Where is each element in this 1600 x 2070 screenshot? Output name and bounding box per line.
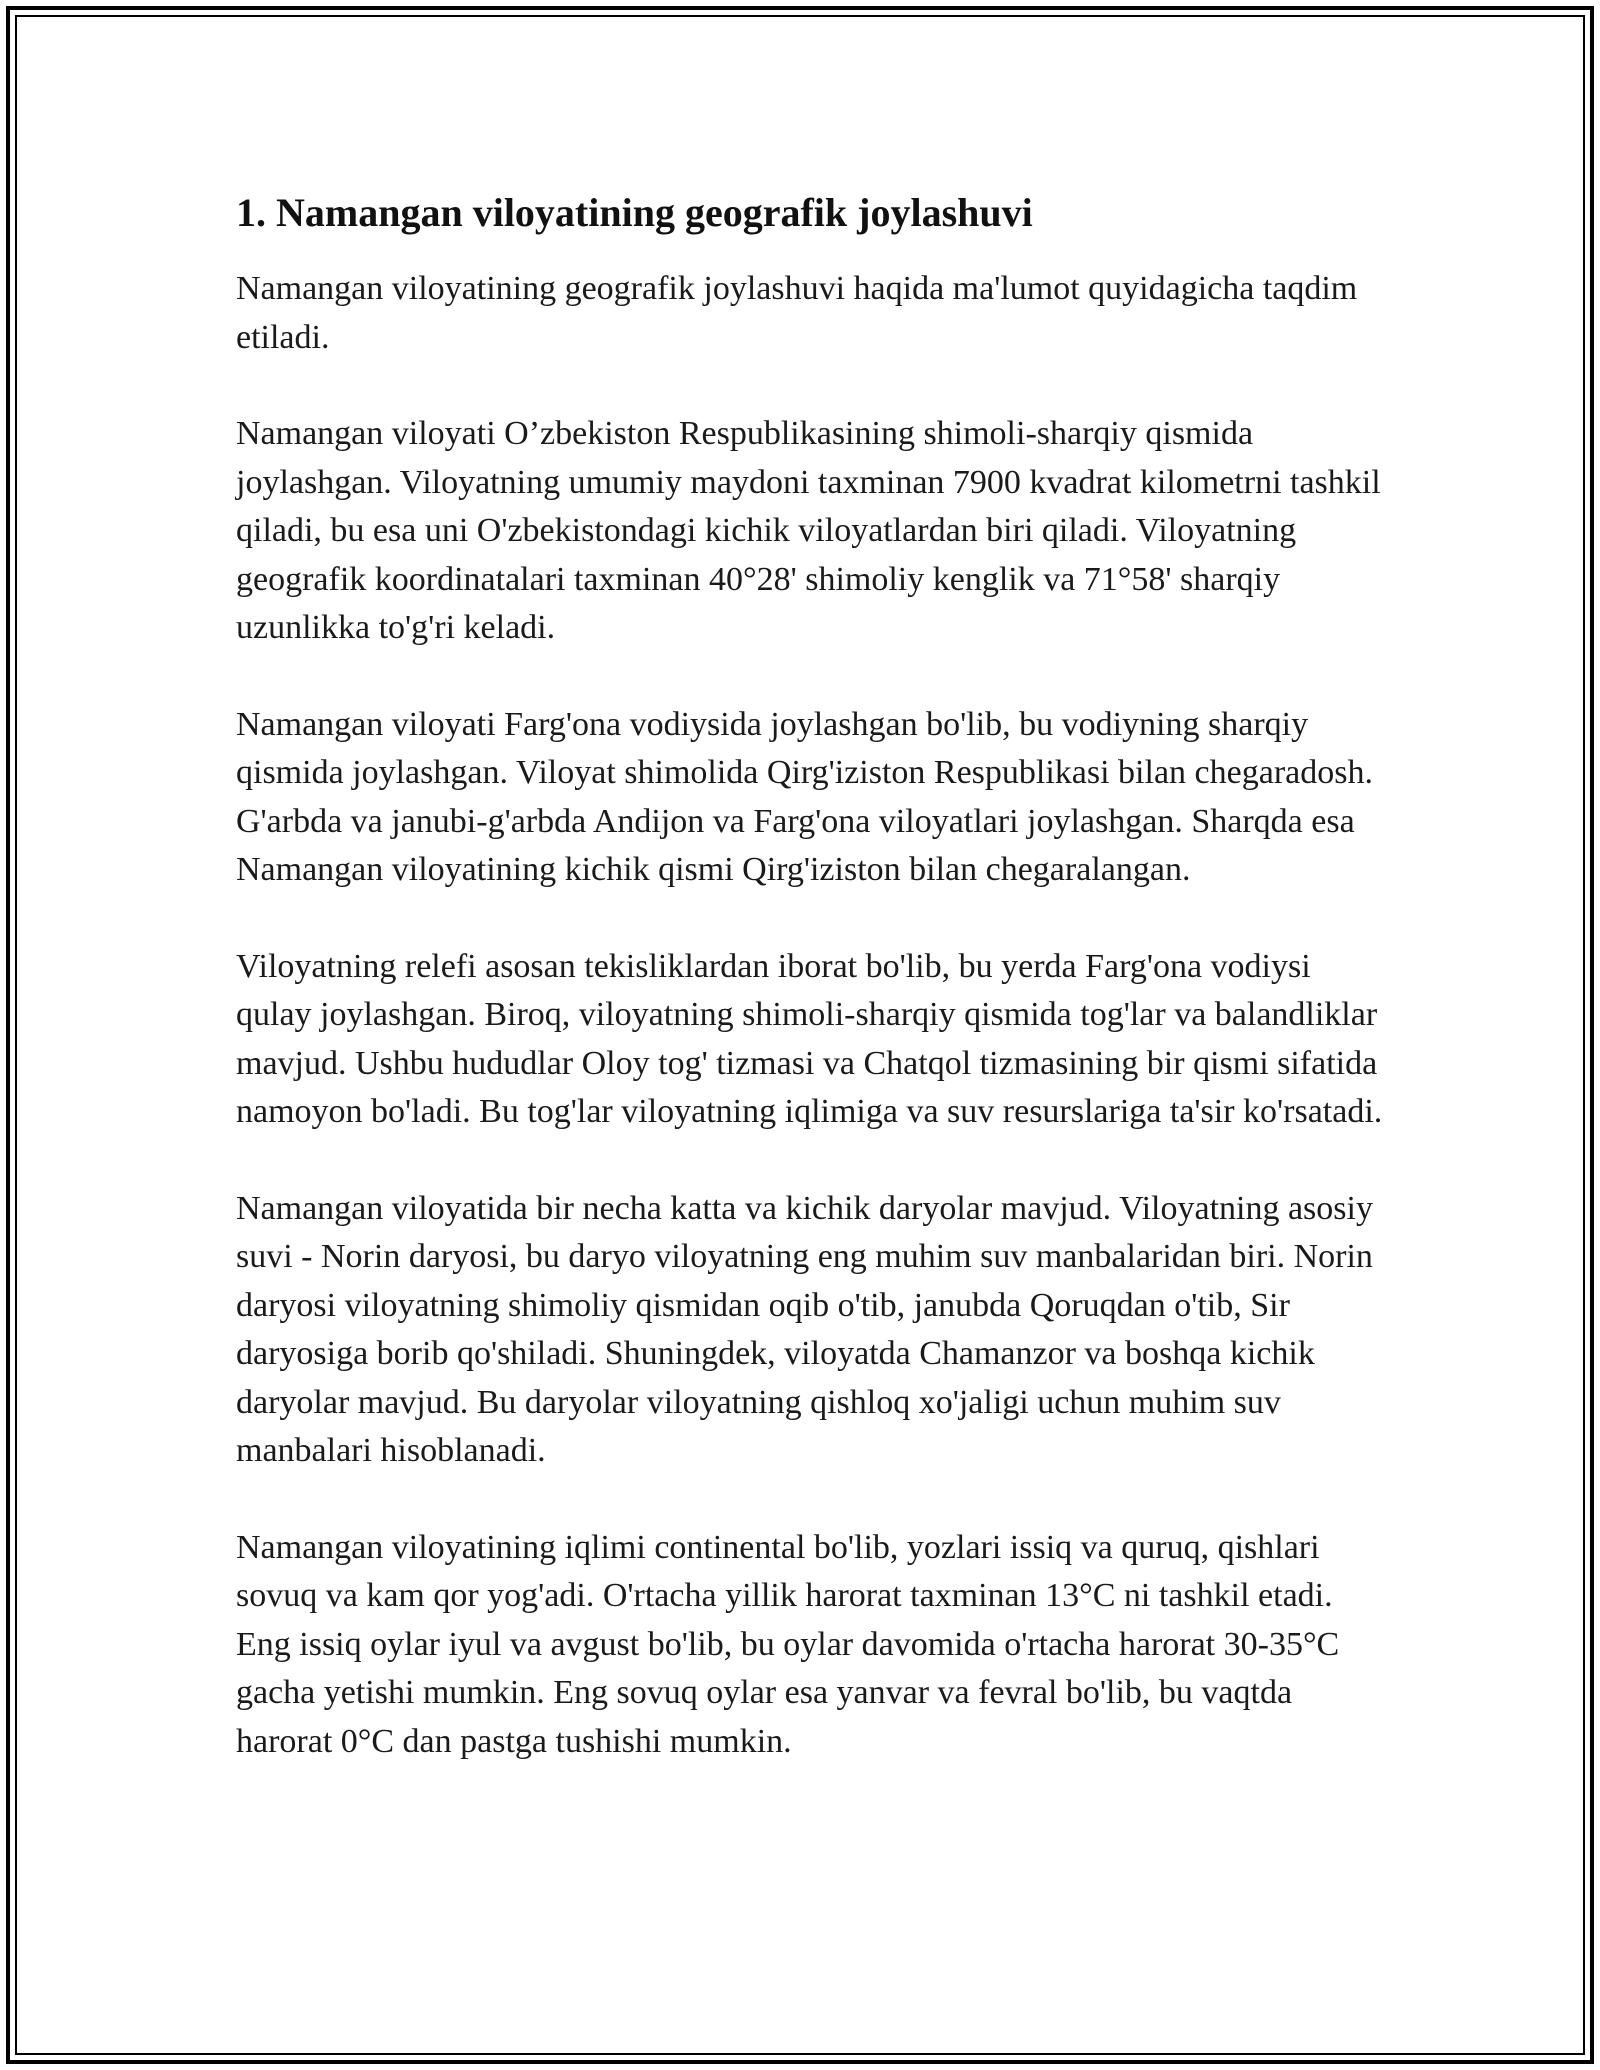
paragraph-relief: Viloyatning relefi asosan tekisliklardan iborat bo'lib, bu yerda Farg'ona vodiysi qulay joylashgan. Biroq, viloyatning shimoli-sharqiy qismida tog'lar va balandliklar mavjud. Ushbu hududlar Oloy tog' tizmasi va Chatqol tizmasining bir qismi sifatida namoyon bo'ladi. Bu tog'lar viloyatning iqlimiga va suv resurslariga ta'sir ko'rsatadi. <box>236 947 1383 1130</box>
paragraph-rivers: Namangan viloyatida bir necha katta va kichik daryolar mavjud. Viloyatning asosiy suvi - Norin daryosi, bu daryo viloyatning eng muhim suv manbalaridan biri. Norin daryosi viloyatning shimoliy qismidan oqib o'tib, janubda Qoruqdan o'tib, Sir daryosiga borib qo'shiladi. Shuningdek, viloyatda Chamanzor va boshqa kichik daryolar mavjud. Bu daryolar viloyatning qishloq xo'jaligi uchun muhim suv manbalari hisoblanadi. <box>236 1189 1373 1469</box>
paragraph-climate: Namangan viloyatining iqlimi continental bo'lib, yozlari issiq va quruq, qishlari sovuq va kam qor yog'adi. O'rtacha yillik harorat taxminan 13°C ni tashkil etadi. Eng issiq oylar iyul va avgust bo'lib, bu oylar davomida o'rtacha harorat 30-35°C gacha yetishi mumkin. Eng sovuq oylar esa yanvar va fevral bo'lib, bu vaqtda harorat 0°C dan pastga tushishi mumkin. <box>236 1528 1340 1760</box>
document-body <box>236 185 1386 1814</box>
paragraph-borders: Namangan viloyati Farg'ona vodiysida joylashgan bo'lib, bu vodiyning sharqiy qismida joylashgan. Viloyat shimolida Qirg'iziston Respublikasi bilan chegaradosh. G'arbda va janubi-g'arbda Andijon va Farg'ona viloyatlari joylashgan. Sharqda esa Namangan viloyatining kichik qismi Qirg'iziston bilan chegaralangan. <box>236 705 1373 888</box>
paragraph-location-area: Namangan viloyati O’zbekiston Respublikasining shimoli-sharqiy qismida joylashgan. Viloyatning umumiy maydoni taxminan 7900 kvadrat kilometrni tashkil qiladi, bu esa uni O'zbekistondagi kichik viloyatlardan biri qiladi. Viloyatning geografik koordinatalari taxminan 40°28' shimoliy kenglik va 71°58' sharqiy uzunlikka to'g'ri keladi. <box>236 415 1381 646</box>
section-title: 1. Namangan viloyatining geografik joylashuvi <box>236 190 1033 235</box>
paragraph-intro: Namangan viloyatining geografik joylashuvi haqida ma'lumot quyidagicha taqdim etiladi. <box>236 270 1358 356</box>
